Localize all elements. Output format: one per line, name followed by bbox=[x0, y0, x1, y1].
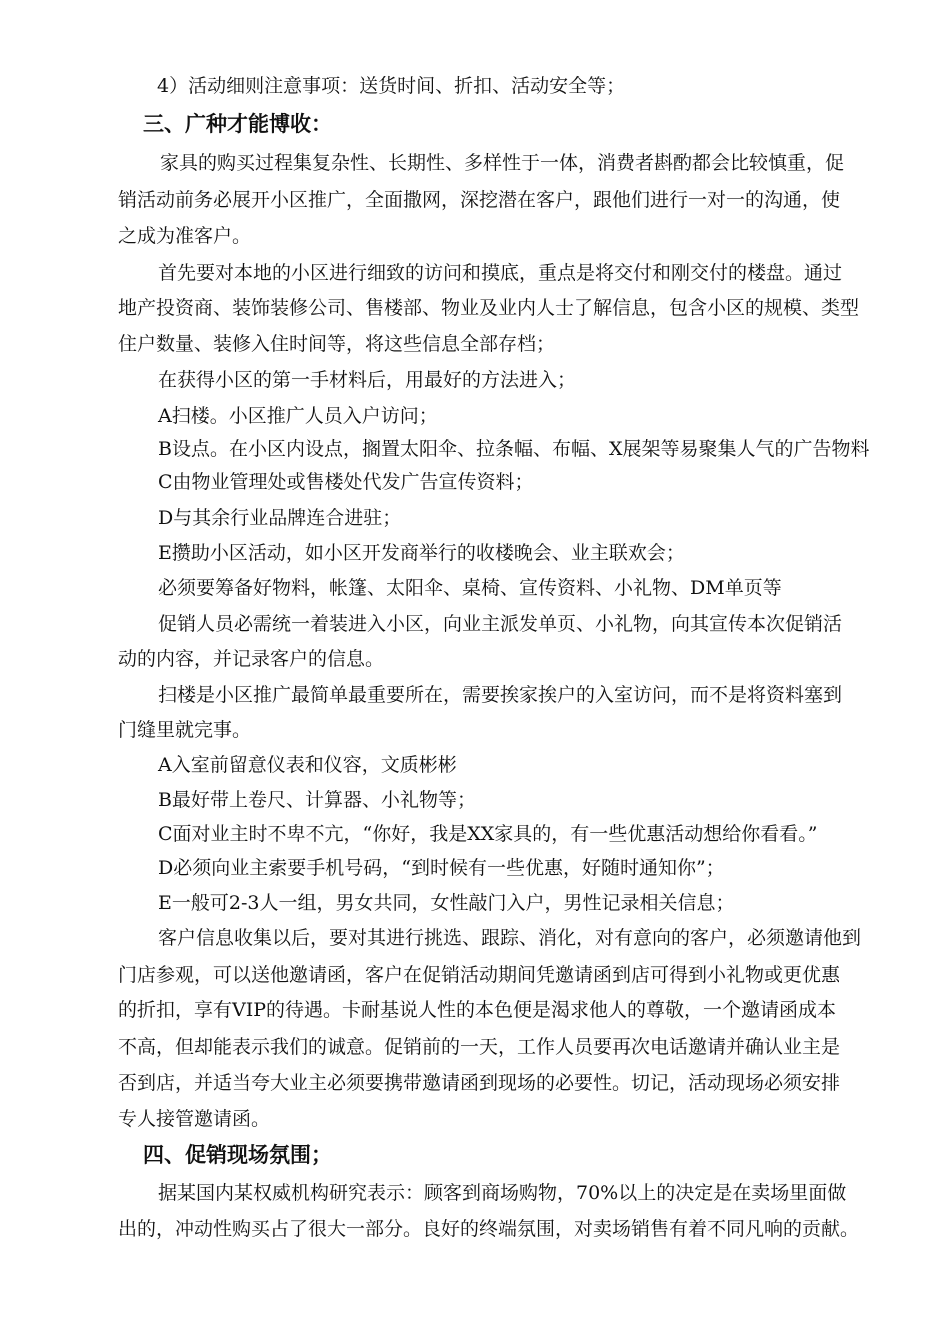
paragraph-line: 客户信息收集以后，要对其进行挑选、跟踪、消化，对有意向的客户，必须邀请他到 bbox=[158, 927, 862, 949]
paragraph-line: 家具的购买过程集复杂性、长期性、多样性于一体，消费者斟酌都会比较慎重，促 bbox=[160, 152, 845, 174]
list-item: D必须向业主索要手机号码，“到时候有一些优惠，好随时通知你”； bbox=[158, 857, 725, 879]
list-item: C由物业管理处或售楼处代发广告宣传资料； bbox=[158, 471, 534, 493]
paragraph-line: 专人接管邀请函。 bbox=[118, 1108, 271, 1130]
list-item: E攒助小区活动，如小区开发商举行的收楼晚会、业主联欢会； bbox=[158, 542, 685, 564]
paragraph-line: 在获得小区的第一手材料后，用最好的方法进入； bbox=[158, 369, 577, 391]
paragraph-line: 动的内容，并记录客户的信息。 bbox=[118, 648, 385, 670]
paragraph-line: 促销人员必需统一着装进入小区，向业主派发单页、小礼物，向其宣传本次促销活 bbox=[158, 613, 843, 635]
paragraph-line: 出的，冲动性购买占了很大一部分。良好的终端氛围，对卖场销售有着不同凡响的贡献。 bbox=[118, 1218, 860, 1240]
paragraph-line: 不高，但却能表示我们的诚意。促销前的一天，工作人员要再次电话邀请并确认业主是 bbox=[118, 1036, 841, 1058]
paragraph-line: 据某国内某权威机构研究表示：顾客到商场购物，70%以上的决定是在卖场里面做 bbox=[158, 1182, 847, 1204]
paragraph-line: 之成为准客户。 bbox=[118, 225, 252, 247]
list-item: A扫楼。小区推广人员入户访问； bbox=[158, 405, 438, 427]
paragraph-line: 4）活动细则注意事项：送货时间、折扣、活动安全等； bbox=[157, 75, 626, 97]
list-item: E一般可2-3人一组，男女共同，女性敲门入户，男性记录相关信息； bbox=[158, 892, 735, 914]
section-heading: 三、广种才能博收： bbox=[143, 112, 332, 136]
paragraph-line: 首先要对本地的小区进行细致的访问和摸底，重点是将交付和刚交付的楼盘。通过 bbox=[158, 262, 843, 284]
paragraph-line: 否到店，并适当夸大业主必须要携带邀请函到现场的必要性。切记，活动现场必须安排 bbox=[118, 1072, 841, 1094]
paragraph-line: 扫楼是小区推广最简单最重要所在，需要挨家挨户的入室访问，而不是将资料塞到 bbox=[158, 684, 843, 706]
paragraph-line: 住户数量、装修入住时间等，将这些信息全部存档； bbox=[118, 333, 556, 355]
list-item: C面对业主时不卑不亢，“你好，我是XX家具的，有一些优惠活动想给你看看。” bbox=[158, 823, 818, 845]
paragraph-line: 销活动前务必展开小区推广，全面撒网，深挖潜在客户，跟他们进行一对一的沟通，使 bbox=[118, 189, 841, 211]
list-item: B最好带上卷尺、计算器、小礼物等； bbox=[158, 789, 476, 811]
paragraph-line: 门缝里就完事。 bbox=[118, 719, 252, 741]
paragraph-line: 的折扣，享有VIP的待遇。卡耐基说人性的本色便是渴求他人的尊敬，一个邀请函成本 bbox=[118, 999, 837, 1021]
list-item: D与其余行业品牌连合进驻； bbox=[158, 507, 402, 529]
paragraph-line: 地产投资商、装饰装修公司、售楼部、物业及业内人士了解信息，包含小区的规模、类型 bbox=[118, 297, 860, 319]
paragraph-line: 门店参观，可以送他邀请函，客户在促销活动期间凭邀请函到店可得到小礼物或更优惠 bbox=[118, 964, 841, 986]
paragraph-line: 必须要筹备好物料，帐篷、太阳伞、桌椅、宣传资料、小礼物、DM单页等 bbox=[158, 577, 782, 599]
list-item: A入室前留意仪表和仪容，文质彬彬 bbox=[158, 754, 457, 776]
list-item: B设点。在小区内设点，搁置太阳伞、拉条幅、布幅、X展架等易聚集人气的广告物料 bbox=[158, 438, 870, 460]
section-heading: 四、促销现场氛围； bbox=[143, 1143, 332, 1167]
